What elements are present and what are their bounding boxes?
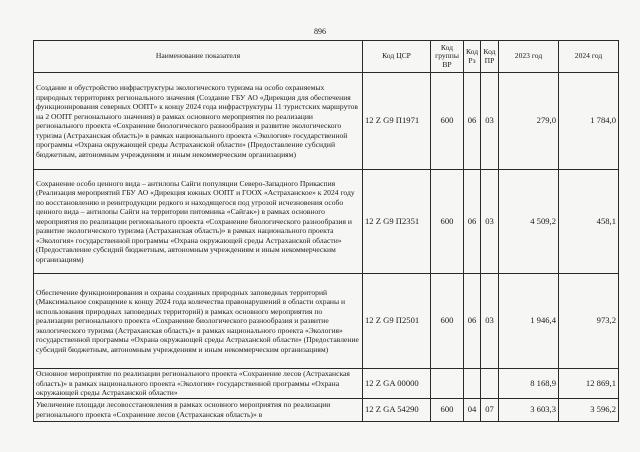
row-name: Создание и обустройство инфраструктуры экологического туризма на особо охраняемых природных территориях регионального значения (Создание ГБУ АО «Дирекция для обеспечения функционирования северных ООПТ» к концу 2024 года инфраструктуры 11 туристских маршрутов на 2 ООПТ регионального значения) в рамках основного мероприятия по реализации регионального проекта «Сохранение биологического разнообразия и развитие экологического туризма (Астраханская область)» в рамках национального проекта «Экология» государственной программы «Охрана окружающей среды Астраханской области» (Предоставление субсидий бюджетным, автономным учреждениям и иным некоммерческим организациям) [34, 73, 363, 170]
header-2024: 2024 год [559, 41, 619, 73]
row-rz: 04 [464, 398, 481, 421]
row-vr: 600 [431, 398, 464, 421]
row-rz [464, 369, 481, 399]
row-2023: 8 168,9 [499, 369, 559, 399]
table-row [34, 398, 619, 421]
row-name: Основное мероприятие по реализации регионального проекта «Сохранение лесов (Астраханская область)» в рамках национального проекта «Экология» государственной программы «Охрана окружающей среды Астраханской области» [34, 369, 363, 399]
row-vr: 600 [431, 274, 464, 369]
row-pr: 07 [481, 398, 499, 421]
row-2023: 3 603,3 [499, 398, 559, 421]
row-2024: 12 869,1 [559, 369, 619, 399]
row-name: Увеличение площади лесовосстановления в рамках основного мероприятия по реализации регионального проекта «Сохранение лесов (Астраханская область)» в [34, 398, 363, 421]
row-vr [431, 369, 464, 399]
table-row [34, 73, 619, 170]
header-pr: Код ПР [481, 41, 499, 73]
row-pr: 03 [481, 274, 499, 369]
row-pr [481, 369, 499, 399]
row-2023: 279,0 [499, 73, 559, 170]
row-2024: 458,1 [559, 170, 619, 274]
table-row [34, 170, 619, 274]
row-name: Сохранение особо ценного вида – антилопы Сайги популяции Северо-Западного Прикаспия (Реализация мероприятий ГБУ АО «Дирекция южных ООПТ и ГООХ «Астраханское» к 2024 году по восстановлению и реинтродукции редкого и находящегося под угрозой исчезновения особо ценного вида – антилопы Сайги на территории питомника «Сайгак») в рамках основного мероприятия по реализации регионального проекта «Сохранение биологического разнообразия и развитие экологического туризма (Астраханская область)» в рамках национального проекта «Экология» государственной программы «Охрана окружающей среды Астраханской области» (Предоставление субсидий бюджетным, автономным учреждениям и иным некоммерческим организациям) [34, 170, 363, 274]
header-name: Наименование показателя [34, 41, 363, 73]
header-rz: Код Рз [464, 41, 481, 73]
table-row [34, 274, 619, 369]
row-csr: 12 Z GA 54290 [363, 398, 431, 421]
row-csr: 12 Z GA 00000 [363, 369, 431, 399]
row-pr: 03 [481, 170, 499, 274]
row-pr: 03 [481, 73, 499, 170]
row-rz: 06 [464, 274, 481, 369]
row-vr: 600 [431, 170, 464, 274]
row-rz: 06 [464, 73, 481, 170]
page-number: 896 [314, 27, 326, 36]
row-2023: 1 946,4 [499, 274, 559, 369]
row-2024: 3 596,2 [559, 398, 619, 421]
table-row [34, 369, 619, 399]
row-2024: 1 784,0 [559, 73, 619, 170]
row-csr: 12 Z G9 П2501 [363, 274, 431, 369]
row-csr: 12 Z G9 П2351 [363, 170, 431, 274]
header-csr: Код ЦСР [363, 41, 431, 73]
row-name: Обеспечение функционирования и охраны созданных природных заповедных территорий (Максимальное сокращение к концу 2024 года количества правонарушений в области охраны и использования природных заповедных территорий) в рамках основного мероприятия по реализации регионального проекта «Сохранение биологического разнообразия и развитие экологического туризма (Астраханская область)» в рамках национального проекта «Экология» государственной программы «Охрана окружающей среды Астраханской области» (Предоставление субсидий бюджетным, автономным учреждениям и иным некоммерческим организациям) [34, 274, 363, 369]
budget-table [33, 40, 619, 422]
row-rz: 06 [464, 170, 481, 274]
row-vr: 600 [431, 73, 464, 170]
row-2023: 4 509,2 [499, 170, 559, 274]
header-2023: 2023 год [499, 41, 559, 73]
row-csr: 12 Z G9 П1971 [363, 73, 431, 170]
header-vr: Код группы ВР [431, 41, 464, 73]
header-row [34, 41, 619, 73]
row-2024: 973,2 [559, 274, 619, 369]
